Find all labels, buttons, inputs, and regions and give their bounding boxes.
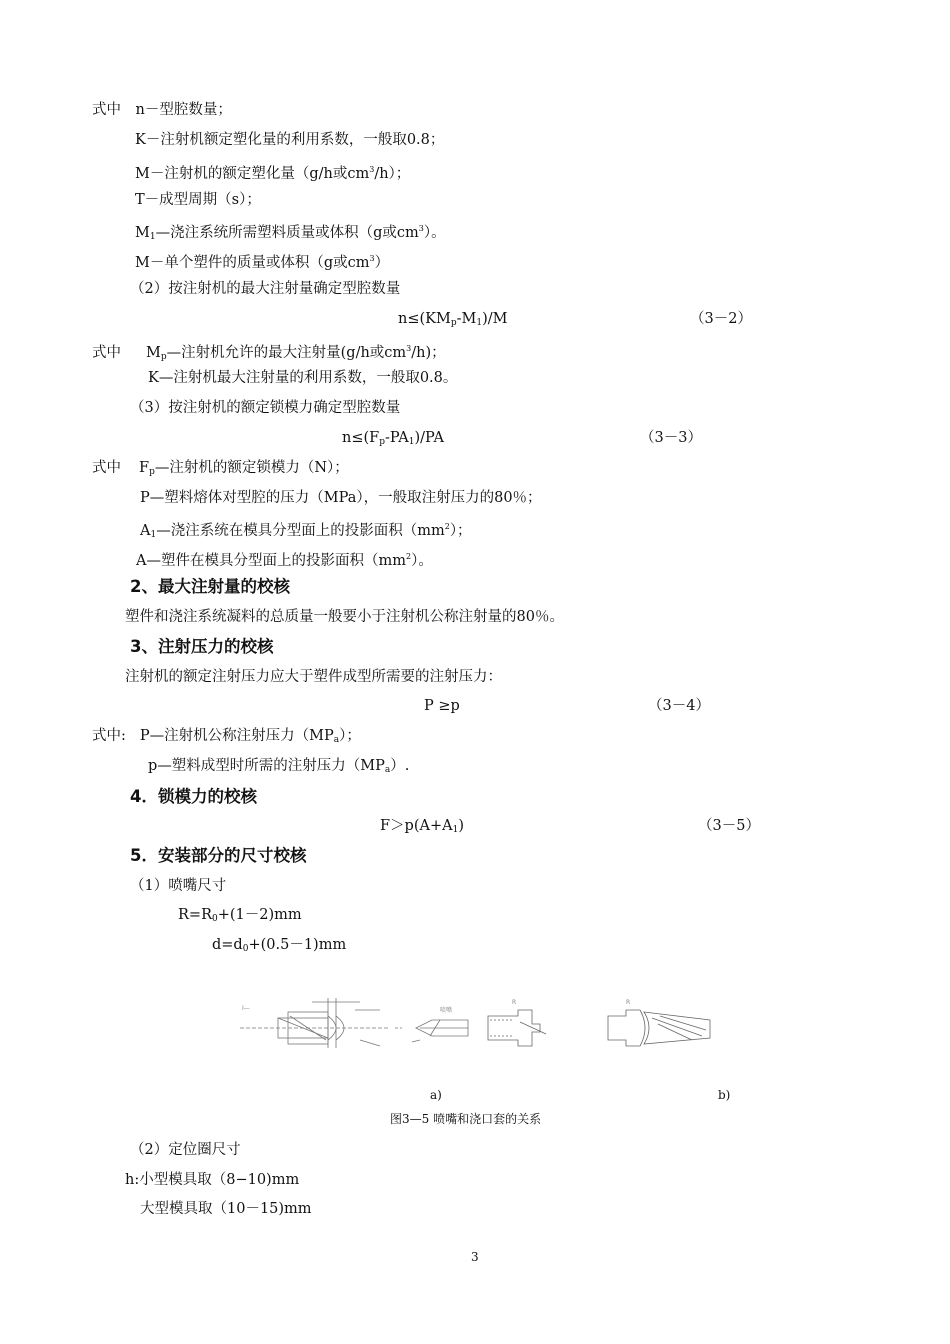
formula-legend-mp: 式中 $M_p—$注射机允许的最大注射量(g/h或$cm^3/h$)；	[92, 344, 446, 362]
figure-label-b: b)	[718, 1088, 731, 1102]
section-heading-4: 4．锁模力的校核	[130, 787, 257, 806]
locating-ring-small: h:小型模具取（8−10)mm	[125, 1172, 300, 1188]
formula-legend-m-single: M－单个塑件的质量或体积（g或$cm^3$）	[135, 254, 390, 271]
formula-legend-t: T－成型周期（s）；	[135, 192, 261, 208]
formula-legend-p: P—塑料熔体对型腔的压力（MPa），一般取注射压力的80％；	[140, 490, 542, 506]
formula-legend-p-machine: 式中: P—注射机公称注射压力$(MP_a)$；	[92, 728, 361, 745]
locating-ring-large: 大型模具取（10－15)mm	[140, 1201, 312, 1217]
figure-b-sprue-bushing-2	[608, 999, 710, 1046]
formula-3-2: $n\le(KM_p-M_1)/M$	[398, 311, 508, 328]
figure-b-sprue-bushing-1	[488, 999, 546, 1046]
figure-a-nozzle-simple	[395, 1006, 468, 1042]
paragraph-injection-pressure: 注射机的额定注射压力应大于塑件成型所需要的注射压力：	[125, 669, 502, 685]
formula-number-3-3: （3－3）	[640, 430, 702, 446]
section-heading-2: 2、最大注射量的校核	[130, 577, 290, 596]
svg-text:R: R	[626, 999, 631, 1006]
sub-heading-locating-ring: （2）定位圈尺寸	[130, 1142, 241, 1158]
figure-caption: 图3—5 喷嘴和浇口套的关系	[390, 1112, 542, 1126]
formula-legend-k: K－注射机额定塑化量的利用系数，一般取0.8；	[135, 132, 445, 148]
nozzle-sprue-figure	[240, 990, 720, 1060]
formula-number-3-4: （3－4）	[648, 698, 710, 714]
svg-text:I—: I—	[242, 1005, 250, 1012]
sub-heading-3: （3）按注射机的额定锁模力确定型腔数量	[130, 400, 401, 416]
svg-text:喷嘴: 喷嘴	[440, 1007, 453, 1014]
formula-legend-p-molding: p—塑料成型时所需的注射压力$(MP_a)$.	[148, 758, 410, 775]
formula-number-3-2: （3－2）	[690, 311, 752, 327]
formula-3-5: $F>p(A+A_1)$	[380, 818, 464, 835]
formula-3-4: P ≥p	[424, 698, 460, 714]
formula-legend-a: A—塑件在模具分型面上的投影面积$(mm^2)$。	[136, 552, 433, 569]
svg-text:R: R	[512, 999, 517, 1006]
formula-number-3-5: （3－5）	[698, 818, 760, 834]
section-heading-5: 5．安装部分的尺寸校核	[130, 846, 307, 865]
figure-label-a: a)	[430, 1088, 442, 1102]
formula-legend-m1: $M_1—$浇注系统所需塑料质量或体积（g或$cm^3$）。	[135, 224, 446, 242]
section-heading-3: 3、注射压力的校核	[130, 637, 274, 656]
page-number: 3	[471, 1250, 479, 1264]
formula-3-3: $n\le(F_p-PA_1)/PA$	[342, 430, 444, 447]
figure-a-nozzle-detail	[240, 998, 390, 1048]
formula-legend-n: 式中 n－型腔数量；	[92, 102, 232, 118]
formula-legend-fp: 式中 $F_p—$注射机的额定锁模力（N）；	[92, 460, 349, 477]
formula-legend-k2: K—注射机最大注射量的利用系数，一般取0.8。	[148, 370, 458, 386]
formula-legend-m: M－注射机的额定塑化量（g/h或$cm^3/h$）；	[135, 165, 411, 182]
sub-heading-2: （2）按注射机的最大注射量确定型腔数量	[130, 281, 401, 297]
sub-heading-nozzle: （1）喷嘴尺寸	[130, 878, 227, 894]
paragraph-max-shot: 塑件和浇注系统凝料的总质量一般要小于注射机公称注射量的80％。	[125, 609, 564, 625]
formula-diameter: $d=d_0+(0.5-1)mm$	[212, 937, 347, 954]
formula-legend-a1: $A_1—$浇注系统在模具分型面上的投影面积$(mm^2)$；	[140, 522, 472, 540]
formula-radius: $R=R_0+(1-2)mm$	[178, 907, 302, 924]
